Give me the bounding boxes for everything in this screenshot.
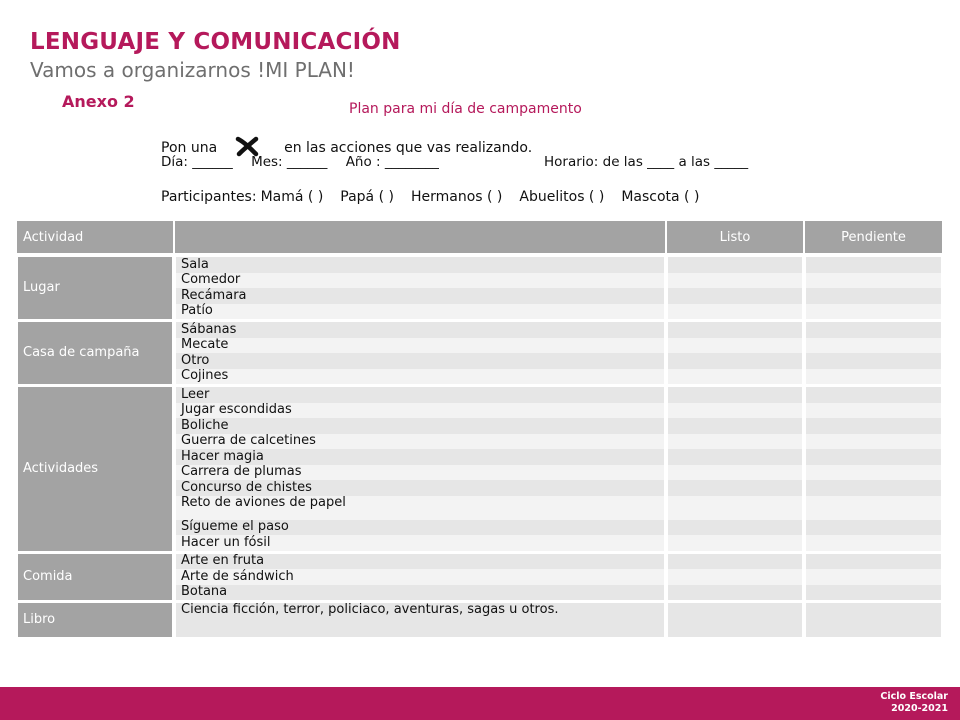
activity-item-cell: Jugar escondidas	[174, 403, 666, 419]
done-checkbox-cell[interactable]	[666, 449, 804, 465]
date-day-field[interactable]: Día: ______	[161, 154, 233, 170]
done-checkbox-cell[interactable]	[666, 585, 804, 601]
pending-checkbox-cell[interactable]	[804, 304, 943, 320]
instruction-text-after: en las acciones que vas realizando.	[284, 140, 533, 156]
done-checkbox-cell[interactable]	[666, 480, 804, 496]
activity-item-cell: Boliche	[174, 418, 666, 434]
pending-checkbox-cell[interactable]	[804, 496, 943, 520]
done-checkbox-cell[interactable]	[666, 535, 804, 551]
activity-item-cell: Concurso de chistes	[174, 480, 666, 496]
pending-checkbox-cell[interactable]	[804, 551, 943, 570]
participants-label: Participantes:	[161, 189, 257, 205]
page-subtitle: Vamos a organizarnos !MI PLAN!	[30, 58, 355, 82]
done-checkbox-cell[interactable]	[666, 496, 804, 520]
pending-checkbox-cell[interactable]	[804, 434, 943, 450]
participant-option[interactable]: Mamá ( )	[260, 189, 324, 205]
activity-item-cell: Hacer un fósil	[174, 535, 666, 551]
annex-label: Anexo 2	[62, 92, 135, 111]
pending-checkbox-cell[interactable]	[804, 585, 943, 601]
participants-line	[161, 189, 716, 205]
participant-option[interactable]: Abuelitos ( )	[519, 189, 605, 205]
done-checkbox-cell[interactable]	[666, 434, 804, 450]
category-cell: Casa de campaña	[16, 319, 174, 384]
activity-item-cell: Recámara	[174, 288, 666, 304]
done-checkbox-cell[interactable]	[666, 254, 804, 273]
pending-checkbox-cell[interactable]	[804, 369, 943, 385]
activity-item-cell: Guerra de calcetines	[174, 434, 666, 450]
pending-checkbox-cell[interactable]	[804, 418, 943, 434]
header-activity: Actividad	[16, 220, 174, 254]
table-row	[16, 600, 943, 637]
category-cell: Comida	[16, 551, 174, 601]
done-checkbox-cell[interactable]	[666, 384, 804, 403]
plan-table	[16, 220, 943, 637]
participant-option[interactable]: Hermanos ( )	[410, 189, 503, 205]
pending-checkbox-cell[interactable]	[804, 338, 943, 354]
activity-item-cell: Carrera de plumas	[174, 465, 666, 481]
done-checkbox-cell[interactable]	[666, 273, 804, 289]
done-checkbox-cell[interactable]	[666, 551, 804, 570]
category-cell: Lugar	[16, 254, 174, 319]
activity-item-cell: Leer	[174, 384, 666, 403]
activity-item-cell: Mecate	[174, 338, 666, 354]
date-year-field[interactable]: Año : ________	[345, 154, 439, 170]
pending-checkbox-cell[interactable]	[804, 403, 943, 419]
activity-item-cell: Sábanas	[174, 319, 666, 338]
pending-checkbox-cell[interactable]	[804, 520, 943, 536]
pending-checkbox-cell[interactable]	[804, 569, 943, 585]
category-cell: Actividades	[16, 384, 174, 551]
done-checkbox-cell[interactable]	[666, 465, 804, 481]
page-title: LENGUAJE Y COMUNICACIÓN	[30, 29, 401, 55]
participant-option[interactable]: Mascota ( )	[621, 189, 700, 205]
table-header-row	[16, 220, 943, 254]
activity-item-cell: Patío	[174, 304, 666, 320]
done-checkbox-cell[interactable]	[666, 369, 804, 385]
table-row	[16, 551, 943, 570]
header-done: Listo	[666, 220, 804, 254]
pending-checkbox-cell[interactable]	[804, 353, 943, 369]
footer-bar	[0, 687, 960, 720]
pending-checkbox-cell[interactable]	[804, 319, 943, 338]
category-cell: Libro	[16, 600, 174, 637]
pending-checkbox-cell[interactable]	[804, 480, 943, 496]
pending-checkbox-cell[interactable]	[804, 273, 943, 289]
pending-checkbox-cell[interactable]	[804, 384, 943, 403]
date-line	[161, 154, 453, 170]
instruction-text-before: Pon una	[161, 140, 218, 156]
done-checkbox-cell[interactable]	[666, 569, 804, 585]
plan-title: Plan para mi día de campamento	[349, 101, 582, 117]
pending-checkbox-cell[interactable]	[804, 600, 943, 637]
table-row	[16, 384, 943, 403]
done-checkbox-cell[interactable]	[666, 520, 804, 536]
activity-item-cell: Reto de aviones de papel	[174, 496, 666, 520]
school-cycle-years: 2020-2021	[891, 703, 948, 714]
table-row	[16, 319, 943, 338]
pending-checkbox-cell[interactable]	[804, 535, 943, 551]
done-checkbox-cell[interactable]	[666, 353, 804, 369]
done-checkbox-cell[interactable]	[666, 288, 804, 304]
header-blank	[174, 220, 666, 254]
activity-item-cell: Cojines	[174, 369, 666, 385]
activity-item-cell: Otro	[174, 353, 666, 369]
school-cycle-label: Ciclo Escolar	[880, 691, 948, 702]
date-month-field[interactable]: Mes: ______	[251, 154, 328, 170]
done-checkbox-cell[interactable]	[666, 418, 804, 434]
activity-item-cell: Sala	[174, 254, 666, 273]
done-checkbox-cell[interactable]	[666, 403, 804, 419]
done-checkbox-cell[interactable]	[666, 319, 804, 338]
activity-item-cell: Hacer magia	[174, 449, 666, 465]
activity-item-cell: Comedor	[174, 273, 666, 289]
table-row	[16, 254, 943, 273]
pending-checkbox-cell[interactable]	[804, 449, 943, 465]
activity-item-cell: Botana	[174, 585, 666, 601]
activity-item-cell: Arte de sándwich	[174, 569, 666, 585]
activity-item-cell: Arte en fruta	[174, 551, 666, 570]
x-mark-icon	[230, 136, 272, 156]
instruction-line	[161, 136, 532, 156]
activity-item-cell: Sígueme el paso	[174, 520, 666, 536]
pending-checkbox-cell[interactable]	[804, 254, 943, 273]
header-pending: Pendiente	[804, 220, 943, 254]
participant-option[interactable]: Papá ( )	[340, 189, 394, 205]
done-checkbox-cell[interactable]	[666, 600, 804, 637]
pending-checkbox-cell[interactable]	[804, 288, 943, 304]
schedule-field[interactable]: Horario: de las ____ a las _____	[544, 154, 749, 170]
done-checkbox-cell[interactable]	[666, 338, 804, 354]
pending-checkbox-cell[interactable]	[804, 465, 943, 481]
done-checkbox-cell[interactable]	[666, 304, 804, 320]
school-cycle	[880, 691, 948, 715]
activity-item-cell: Ciencia ficción, terror, policiaco, aventuras, sagas u otros.	[174, 600, 666, 637]
